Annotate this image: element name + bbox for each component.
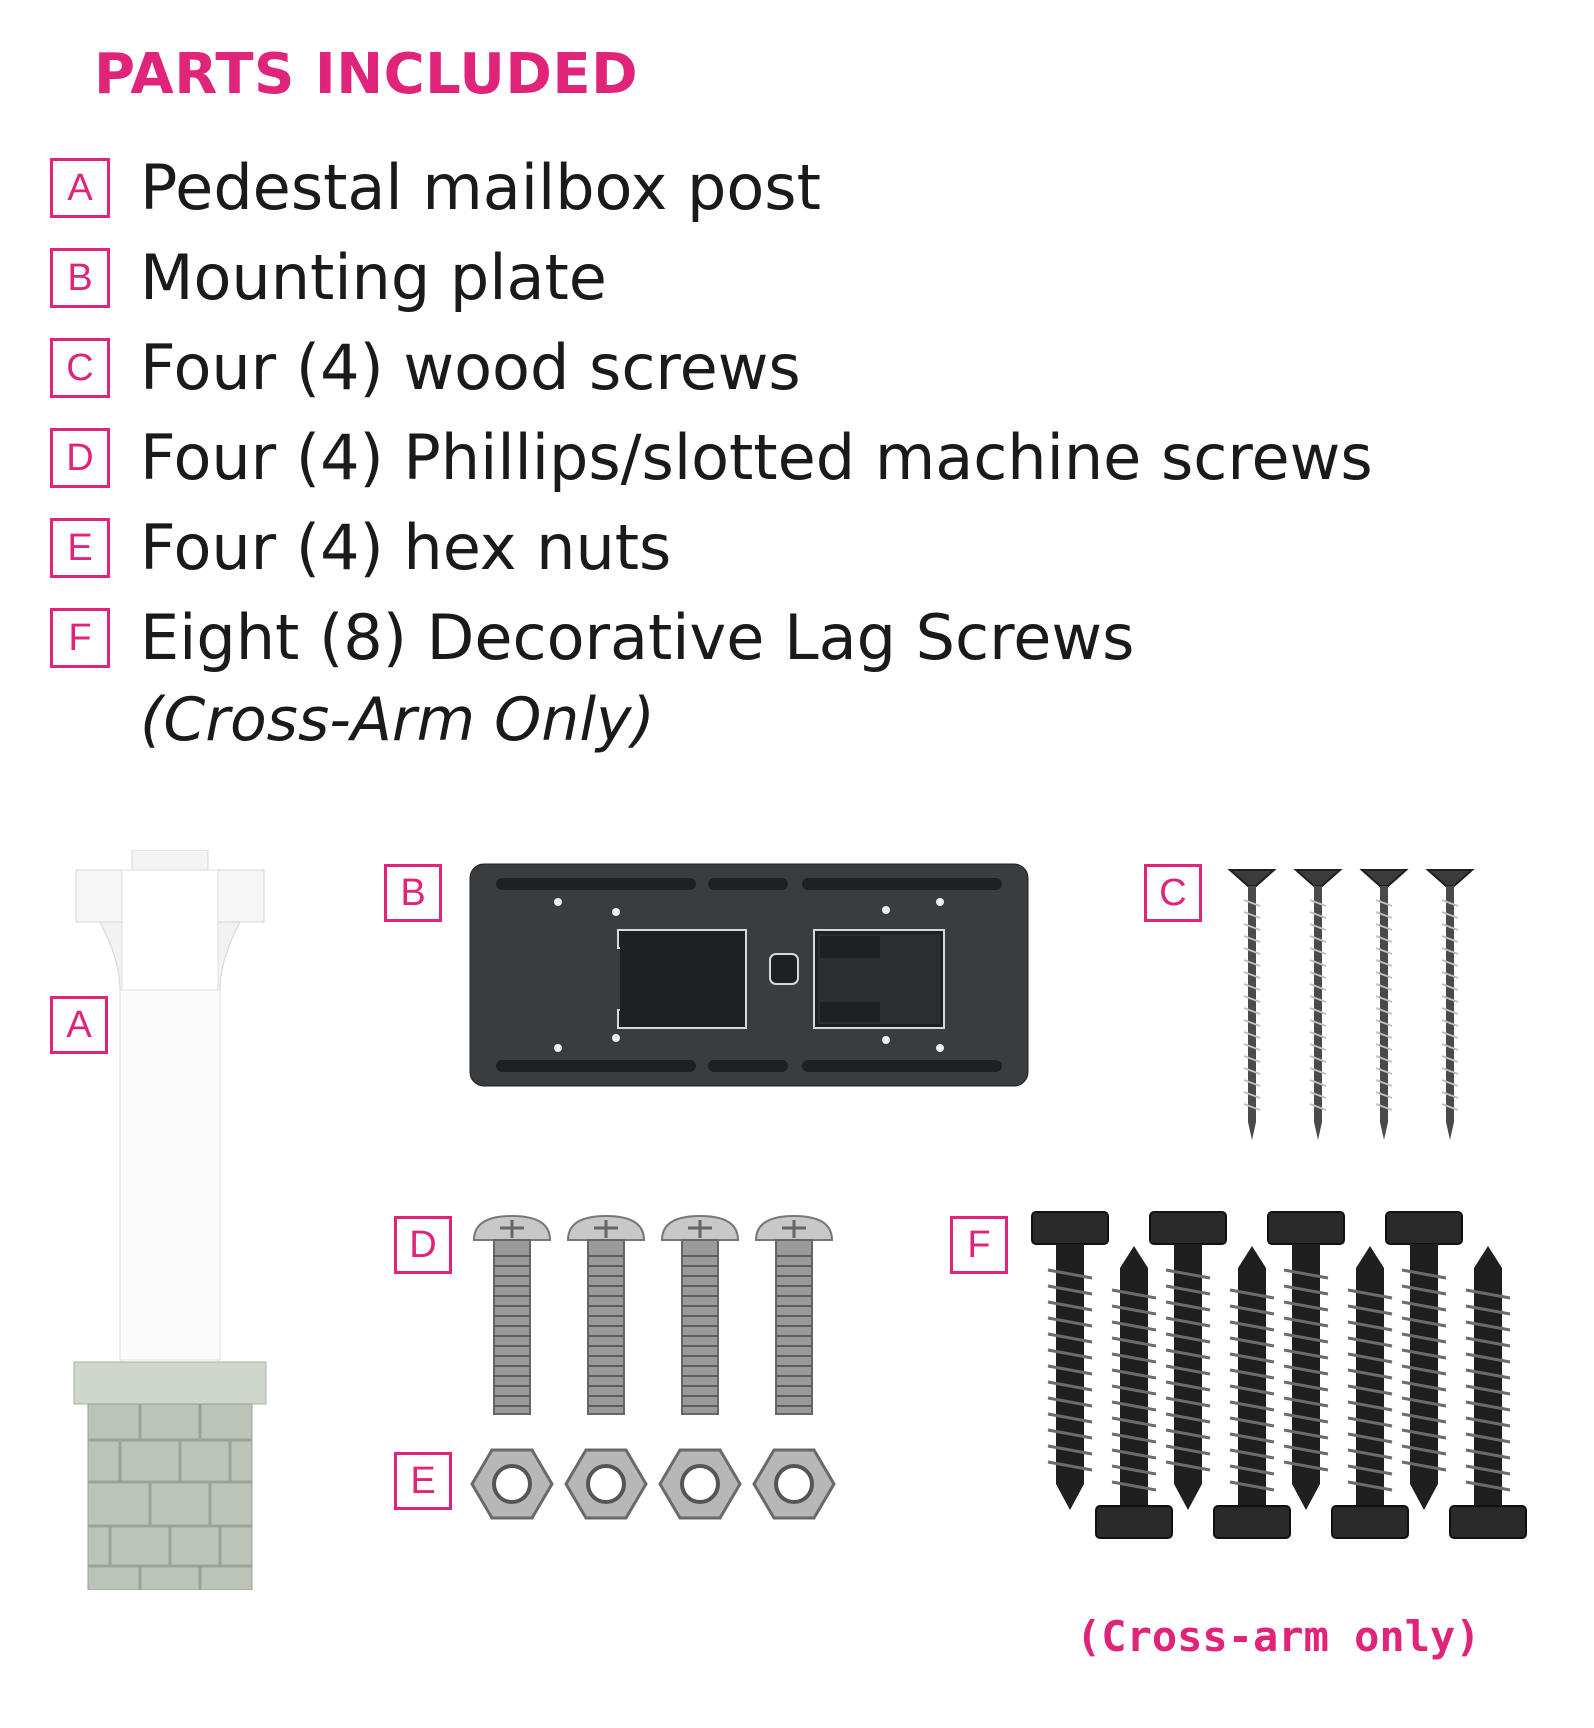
part-label-f: F [950,1216,1008,1274]
part-label-a: A [50,996,108,1054]
part-label-c: C [1144,864,1202,922]
item-tag: C [50,338,110,398]
hex-nuts-image [470,1446,840,1522]
item-label: Four (4) Phillips/slotted machine screws [140,421,1373,494]
item-tag: E [50,518,110,578]
lag-screws-image [1030,1210,1534,1570]
item-label: Eight (8) Decorative Lag Screws [140,601,1135,674]
item-label: Four (4) hex nuts [140,511,672,584]
page-title: PARTS INCLUDED [94,42,639,107]
item-note: (Cross-Arm Only) [140,685,655,755]
item-tag: A [50,158,110,218]
machine-screws-image [470,1212,840,1416]
part-label-b: B [384,864,442,922]
item-label: Mounting plate [140,241,607,314]
item-tag: B [50,248,110,308]
wood-screws-image [1224,866,1494,1142]
item-label: Pedestal mailbox post [140,151,821,224]
pedestal-post-image [70,850,270,1590]
part-label-d: D [394,1216,452,1274]
item-tag: D [50,428,110,488]
part-label-e: E [394,1452,452,1510]
cross-arm-note: (Cross-arm only) [1076,1612,1481,1661]
mounting-plate-image [468,862,1030,1088]
item-tag: F [50,608,110,668]
item-label: Four (4) wood screws [140,331,801,404]
